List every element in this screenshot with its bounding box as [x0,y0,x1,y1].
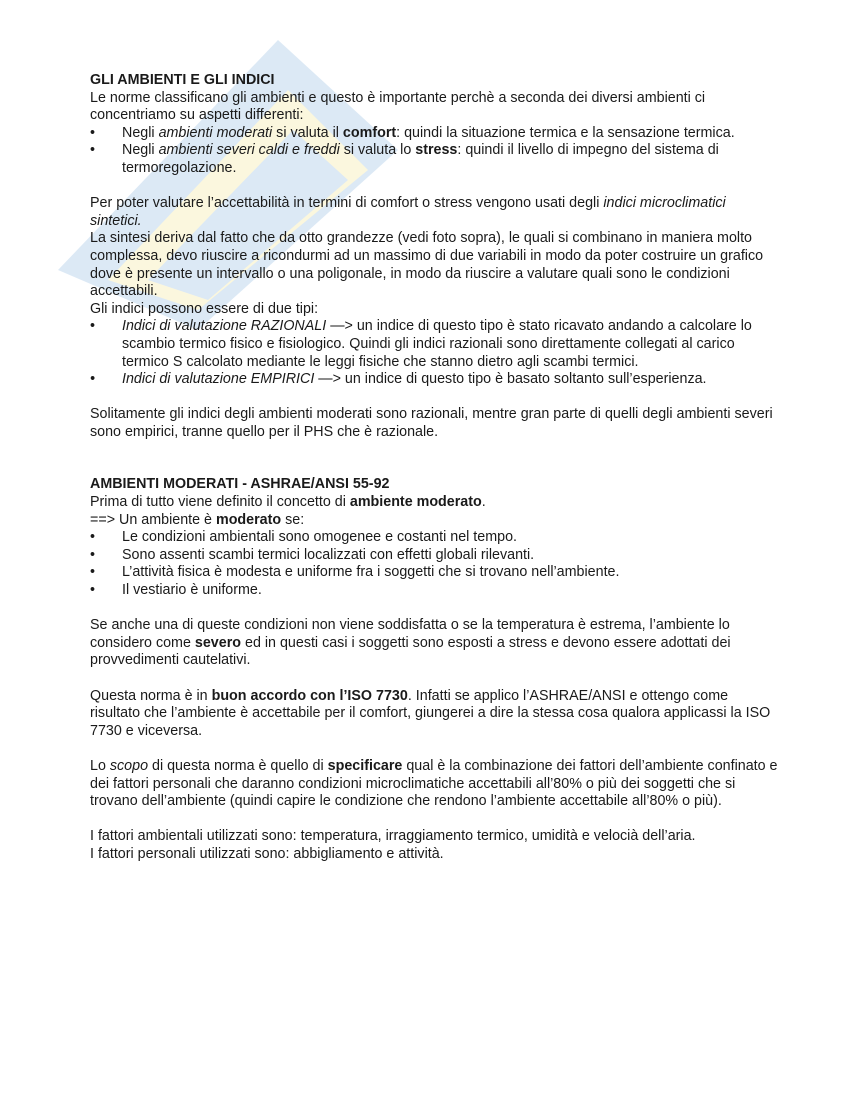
bullet-marker: • [90,546,96,563]
list-item [90,529,780,547]
text-run: Negli [122,124,159,141]
bold-text: buon accordo con l’ISO 7730 [211,687,408,704]
paragraph-sintesi: La sintesi deriva dal fatto che da otto grandezze (vedi foto sopra), le quali si combinano in maniera molto complessa, devo riuscire a ricondurmi ad un massimo di due variabili in modo da poter costruire un grafico dove è presente un intervallo o una poligonale, in modo da riuscire a valutare quali sono le condizioni accettabili. [90,230,764,300]
bold-text: ambiente moderato [349,494,482,511]
paragraph-tipi: Gli indici possono essere di due tipi: [90,300,319,317]
list-item-text: L’attività fisica è modesta e uniforme fra i soggetti che si trovano nell’ambiente. [122,564,620,581]
text-run: . [481,494,486,511]
list-item [90,318,780,371]
paragraph-scopo [90,758,780,811]
text-run: : quindi il livello di impegno del sistema di termoregolazione. [122,142,719,176]
text-run: ed in questi casi i soggetti sono esposti a stress e devono essere adottati dei provvedimenti cautelativi. [90,634,731,669]
text-run: . Infatti se applico l’ASHRAE/ANSI e ottengo come risultato che l’ambiente è accettabile per il comfort, giungerei a dire la stessa cosa qualora applicassi la ISO 7730 e viceversa. [90,687,771,739]
text-run: si valuta il [272,124,343,141]
emphasis-text: Indici di valutazione EMPIRICI [122,371,315,388]
text-run: —> un indice di questo tipo è stato ricavato andando a calcolare lo scambio termico fisico e fisiologico. Quindi gli indici razionali sono direttamente collegati al carico termico S calcolato mediante le leggi fisiche che stanno dietro agli scambi termici. [122,318,752,370]
paragraph-moderato-se [90,512,780,530]
conditions-list [90,529,780,599]
list-item [90,564,780,582]
text-run: —> un indice di questo tipo è basato soltanto sull’esperienza. [314,371,707,388]
list-item [90,582,780,600]
emphasis-text: ambienti severi caldi e freddi [158,142,340,159]
text-run: se: [281,511,305,528]
bold-text: stress [415,142,458,159]
list-item [90,371,780,389]
bold-text: moderato [215,511,282,528]
bullet-marker: • [90,564,96,581]
paragraph-razionali-empirici: Solitamente gli indici degli ambienti moderati sono razionali, mentre gran parte di quelli degli ambienti severi sono empirici, tranne quello per il PHS che è razionale. [90,406,773,440]
bold-text: specificare [327,757,403,774]
index-type-list [90,318,780,388]
paragraph-definizione [90,494,780,512]
paragraph-severo [90,617,780,670]
bullet-marker: • [90,371,96,388]
paragraph-fattori-personali: I fattori personali utilizzati sono: abbigliamento e attività. [90,845,444,862]
list-item [90,547,780,565]
paragraph-fattori-ambientali: I fattori ambientali utilizzati sono: temperatura, irraggiamento termico, umidità e velocià dell’aria. [90,828,696,845]
bullet-marker: • [90,529,96,546]
bullet-marker: • [90,124,96,141]
text-run: Per poter valutare l’accettabilità in termini di comfort o stress vengono usati degli [90,195,604,212]
environment-bullet-list [90,125,780,178]
text-run: Lo [90,757,110,774]
text-run: Prima di tutto viene definito il concetto di [90,494,350,511]
bullet-marker: • [90,582,96,599]
text-run: di questa norma è quello di [148,757,328,774]
text-run: ==> Un ambiente è [90,511,216,528]
list-item-text: Le condizioni ambientali sono omogenee e costanti nel tempo. [122,529,518,546]
paragraph-indici-sintetici [90,195,780,230]
section-heading-ambienti-indici: GLI AMBIENTI E GLI INDICI [90,72,275,88]
list-item [90,125,780,143]
bullet-marker: • [90,318,96,335]
document-page [90,72,780,864]
list-item [90,142,780,177]
section1-intro: Le norme classificano gli ambienti e questo è importante perchè a seconda dei diversi ambienti ci concentriamo su aspetti differenti: [90,89,706,124]
emphasis-text: ambienti moderati [158,124,273,141]
text-run: qual è la combinazione dei fattori dell’ambiente confinato e dei fattori personali che daranno condizioni microclimatiche accettabili all’80% o più dei soggetti che si trovano dell’ambiente (quindi capire le condizione che rendono l’ambiente accettabile all’80% o più). [90,757,778,810]
emphasis-text: indici microclimatici sintetici. [90,195,726,229]
text-run: Questa norma è in [90,687,212,704]
section-heading-ambienti-moderati: AMBIENTI MODERATI - ASHRAE/ANSI 55-92 [90,476,390,493]
emphasis-text: scopo [109,757,149,774]
list-item-text: Sono assenti scambi termici localizzati con effetti globali rilevanti. [122,546,535,563]
text-run: Negli [122,142,159,159]
list-item-text: Il vestiario è uniforme. [122,582,262,599]
emphasis-text: Indici di valutazione RAZIONALI [122,318,327,335]
text-run: : quindi la situazione termica e la sensazione termica. [396,124,735,141]
bold-text: comfort [342,124,397,141]
text-run: Se anche una di queste condizioni non viene soddisfatta o se la temperatura è estrema, l’ambiente lo considero come [90,617,730,651]
bullet-marker: • [90,142,96,159]
bold-text: severo [194,634,242,651]
text-run: si valuta lo [339,142,416,159]
paragraph-iso-7730 [90,688,780,741]
